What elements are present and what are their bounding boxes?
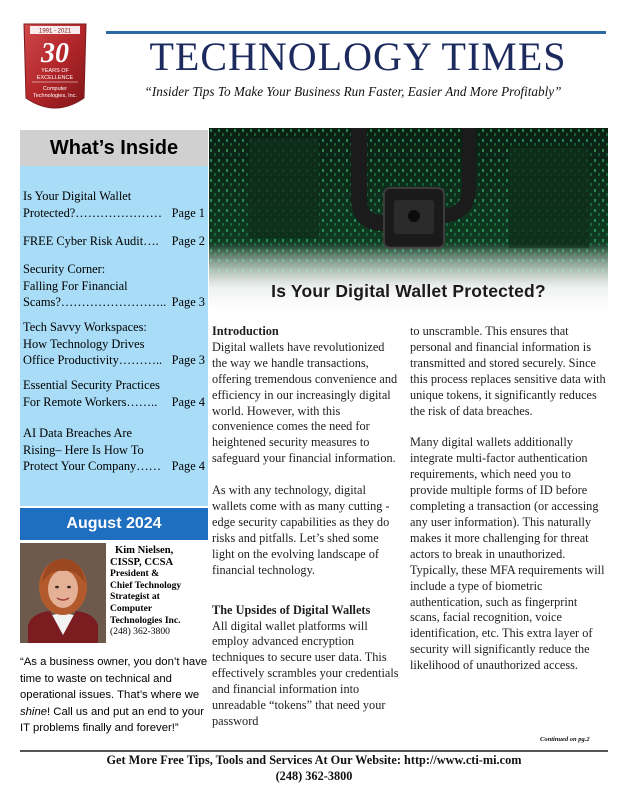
author-title-line: Chief Technology — [110, 579, 182, 591]
article-paragraph: Digital wallets have revolutionized the way we handle transactions, offering tremendous convenience and efficiency in our increasingly digital world. However, with this convenience comes the need for heightened security measures to safeguard your financial information. — [212, 339, 398, 466]
toc-item[interactable] — [23, 377, 205, 410]
svg-text:30: 30 — [41, 38, 69, 69]
author-name: Kim Nielsen, — [115, 545, 174, 556]
newsletter-tagline: “Insider Tips To Make Your Business Run Faster, Easier And More Profitably” — [144, 84, 562, 99]
author-title-line: Strategist at — [110, 591, 160, 603]
continued-note: Continued on pg.2 — [540, 736, 590, 743]
toc-leader-dots: ……….. — [118, 353, 163, 367]
svg-text:1991 - 2021: 1991 - 2021 — [38, 28, 72, 35]
toc-item-line: Security Corner: — [23, 262, 106, 276]
toc-page-number: Page 3 — [171, 295, 205, 309]
toc-item-line: Tech Savvy Workspaces: — [23, 320, 147, 334]
toc-page-number: Page 1 — [171, 205, 205, 220]
quote-text-end: ! Call us and put an end to your IT problems finally and forever!” — [20, 705, 205, 734]
toc-item-line: AI Data Breaches Are — [23, 426, 133, 440]
toc-leader-dots: …… — [136, 459, 162, 473]
article-paragraph: Many digital wallets additionally integrate multi-factor authentication requirements, which need you to provide multiple forms of ID before completing a transaction (or accessing any user information). This naturally makes it more challenging for threat actors to break in unauthorized. Typically, these MFA requirements will include a type of biometric authentication, such as fingerprint scans, facial recognition, voice identification, etc. This extra layer of security will significantly reduce the likelihood of unauthorized access. — [410, 435, 605, 673]
article-column-right — [410, 324, 608, 690]
article-paragraph: All digital wallet platforms will employ advanced encryption techniques to secure user data. This effectively scrambles your credentials and financial information into unreadable “tokens” that need your password — [212, 618, 399, 728]
svg-text:YEARS OF: YEARS OF — [41, 68, 69, 74]
toc-item-line: How Technology Drives — [23, 336, 145, 351]
toc-page-number: Page 3 — [171, 353, 205, 367]
company-logo-seal — [20, 18, 90, 126]
toc-item-line: Is Your Digital Wallet — [23, 189, 132, 203]
quote-text: “As a business owner, you don’t have time to waste on technical and operational issues. That’s where we — [20, 656, 208, 701]
footer-phone: (248) 362-3800 — [275, 769, 353, 783]
toc-item[interactable] — [23, 261, 205, 311]
svg-text:Technologies, Inc.: Technologies, Inc. — [32, 93, 78, 99]
article-paragraph: As with any technology, digital wallets come with as many cutting -edge security capabilities as they do risks and pitfalls. Let’s shed some light on the evolving landscape of financial technology. — [212, 483, 390, 577]
toc-item[interactable] — [23, 425, 205, 475]
toc-item-title: Scams? — [23, 295, 61, 309]
svg-text:Computer: Computer — [42, 86, 68, 92]
issue-date-banner: August 2024 — [20, 508, 208, 540]
article-title: Is Your Digital Wallet Protected? — [271, 281, 546, 301]
toc-page-number: Page 4 — [171, 394, 205, 409]
svg-text:EXCELLENCE: EXCELLENCE — [36, 75, 74, 81]
toc-panel — [20, 166, 208, 506]
author-info — [110, 545, 206, 638]
newsletter-title: TECHNOLOGY TIMES — [149, 34, 567, 79]
toc-header: What’s Inside — [20, 130, 208, 166]
toc-item-line: Falling For Financial — [23, 278, 128, 293]
section-heading-upsides: The Upsides of Digital Wallets — [212, 602, 371, 617]
toc-leader-dots: ………………… — [75, 205, 163, 220]
toc-item-title: Protected? — [23, 205, 76, 220]
article-paragraph: to unscramble. This ensures that personal and financial information is transmitted and stored securely. Since this process replaces sensitive data with unique tokens, it significantly reduces the risk of data breaches. — [410, 324, 606, 418]
toc-item-title: Office Productivity — [23, 353, 119, 367]
toc-item-line: Rising– Here Is How To — [23, 442, 144, 457]
toc-item-line: Essential Security Practices — [23, 378, 160, 392]
toc-item[interactable] — [23, 233, 205, 250]
section-heading-introduction: Introduction — [212, 324, 279, 338]
toc-leader-dots: …. — [143, 234, 159, 248]
author-phone: (248) 362-3800 — [110, 626, 170, 638]
toc-leader-dots: …….. — [126, 394, 158, 409]
toc-page-number: Page 2 — [171, 234, 205, 248]
author-title-line: Computer — [110, 602, 153, 614]
toc-item-title: For Remote Workers — [23, 394, 127, 409]
footer-rule — [20, 750, 608, 752]
author-quote — [20, 654, 210, 737]
footer-website[interactable]: Get More Free Tips, Tools and Services At Our Website: http://www.cti-mi.com — [106, 753, 522, 767]
toc-leader-dots: …………………….. — [60, 295, 167, 309]
toc-item-title: Protect Your Company — [23, 459, 137, 473]
author-title-line: President & — [110, 568, 160, 580]
author-credentials: CISSP, CCSA — [110, 556, 174, 568]
toc-item[interactable] — [23, 319, 205, 369]
toc-item[interactable] — [23, 188, 205, 221]
author-title-line: Technologies Inc. — [110, 614, 181, 626]
toc-item-title: FREE Cyber Risk Audit — [23, 234, 144, 248]
quote-emphasis: shine — [20, 705, 48, 718]
article-column-left — [212, 324, 402, 746]
toc-page-number: Page 4 — [171, 459, 205, 473]
author-photo — [20, 543, 106, 643]
